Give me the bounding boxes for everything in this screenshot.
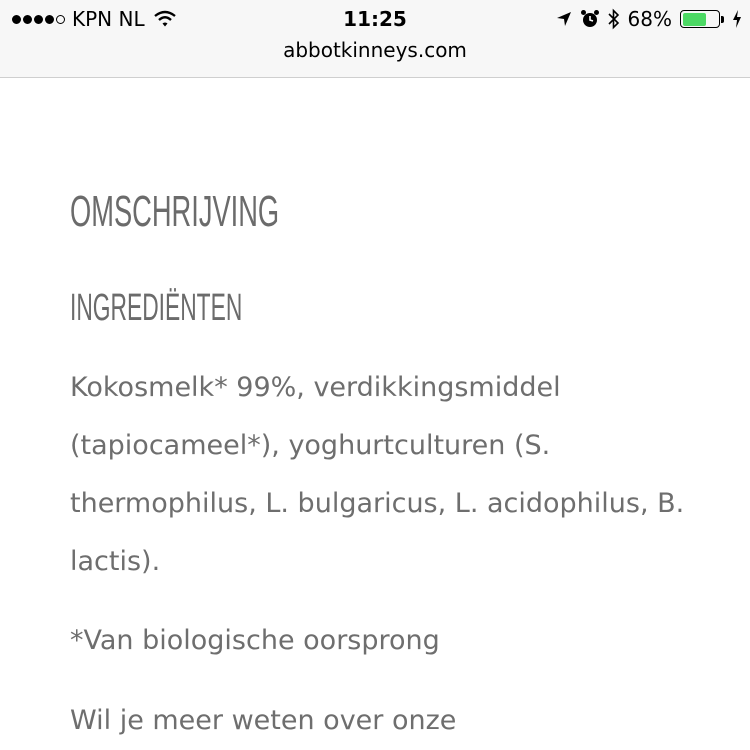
address-bar-url[interactable]: abbotkinneys.com [283,38,467,62]
carrier-name: KPN NL [72,7,145,31]
battery-percent: 68% [627,7,672,31]
battery-icon [680,10,724,28]
bluetooth-icon [608,8,620,30]
alarm-icon [580,9,600,29]
browser-top-bar [0,0,750,78]
status-time: 11:25 [343,7,407,31]
charging-icon [732,9,742,29]
organic-note: *Van biologische oorsprong [70,625,440,656]
section-subtitle: INGREDIËNTEN [70,287,243,329]
location-icon [556,11,572,27]
status-bar-right [556,5,742,33]
more-info-text: Wil je meer weten over onze [70,705,457,736]
ingredients-text: Kokosmelk* 99%, verdikkingsmiddel (tapiocameel*), yoghurtculturen (S. thermophilus, L. bulgaricus, L. acidophilus, B. lactis). [70,372,685,577]
section-title: OMSCHRIJVING [70,187,280,236]
battery-level-fill [683,13,707,26]
